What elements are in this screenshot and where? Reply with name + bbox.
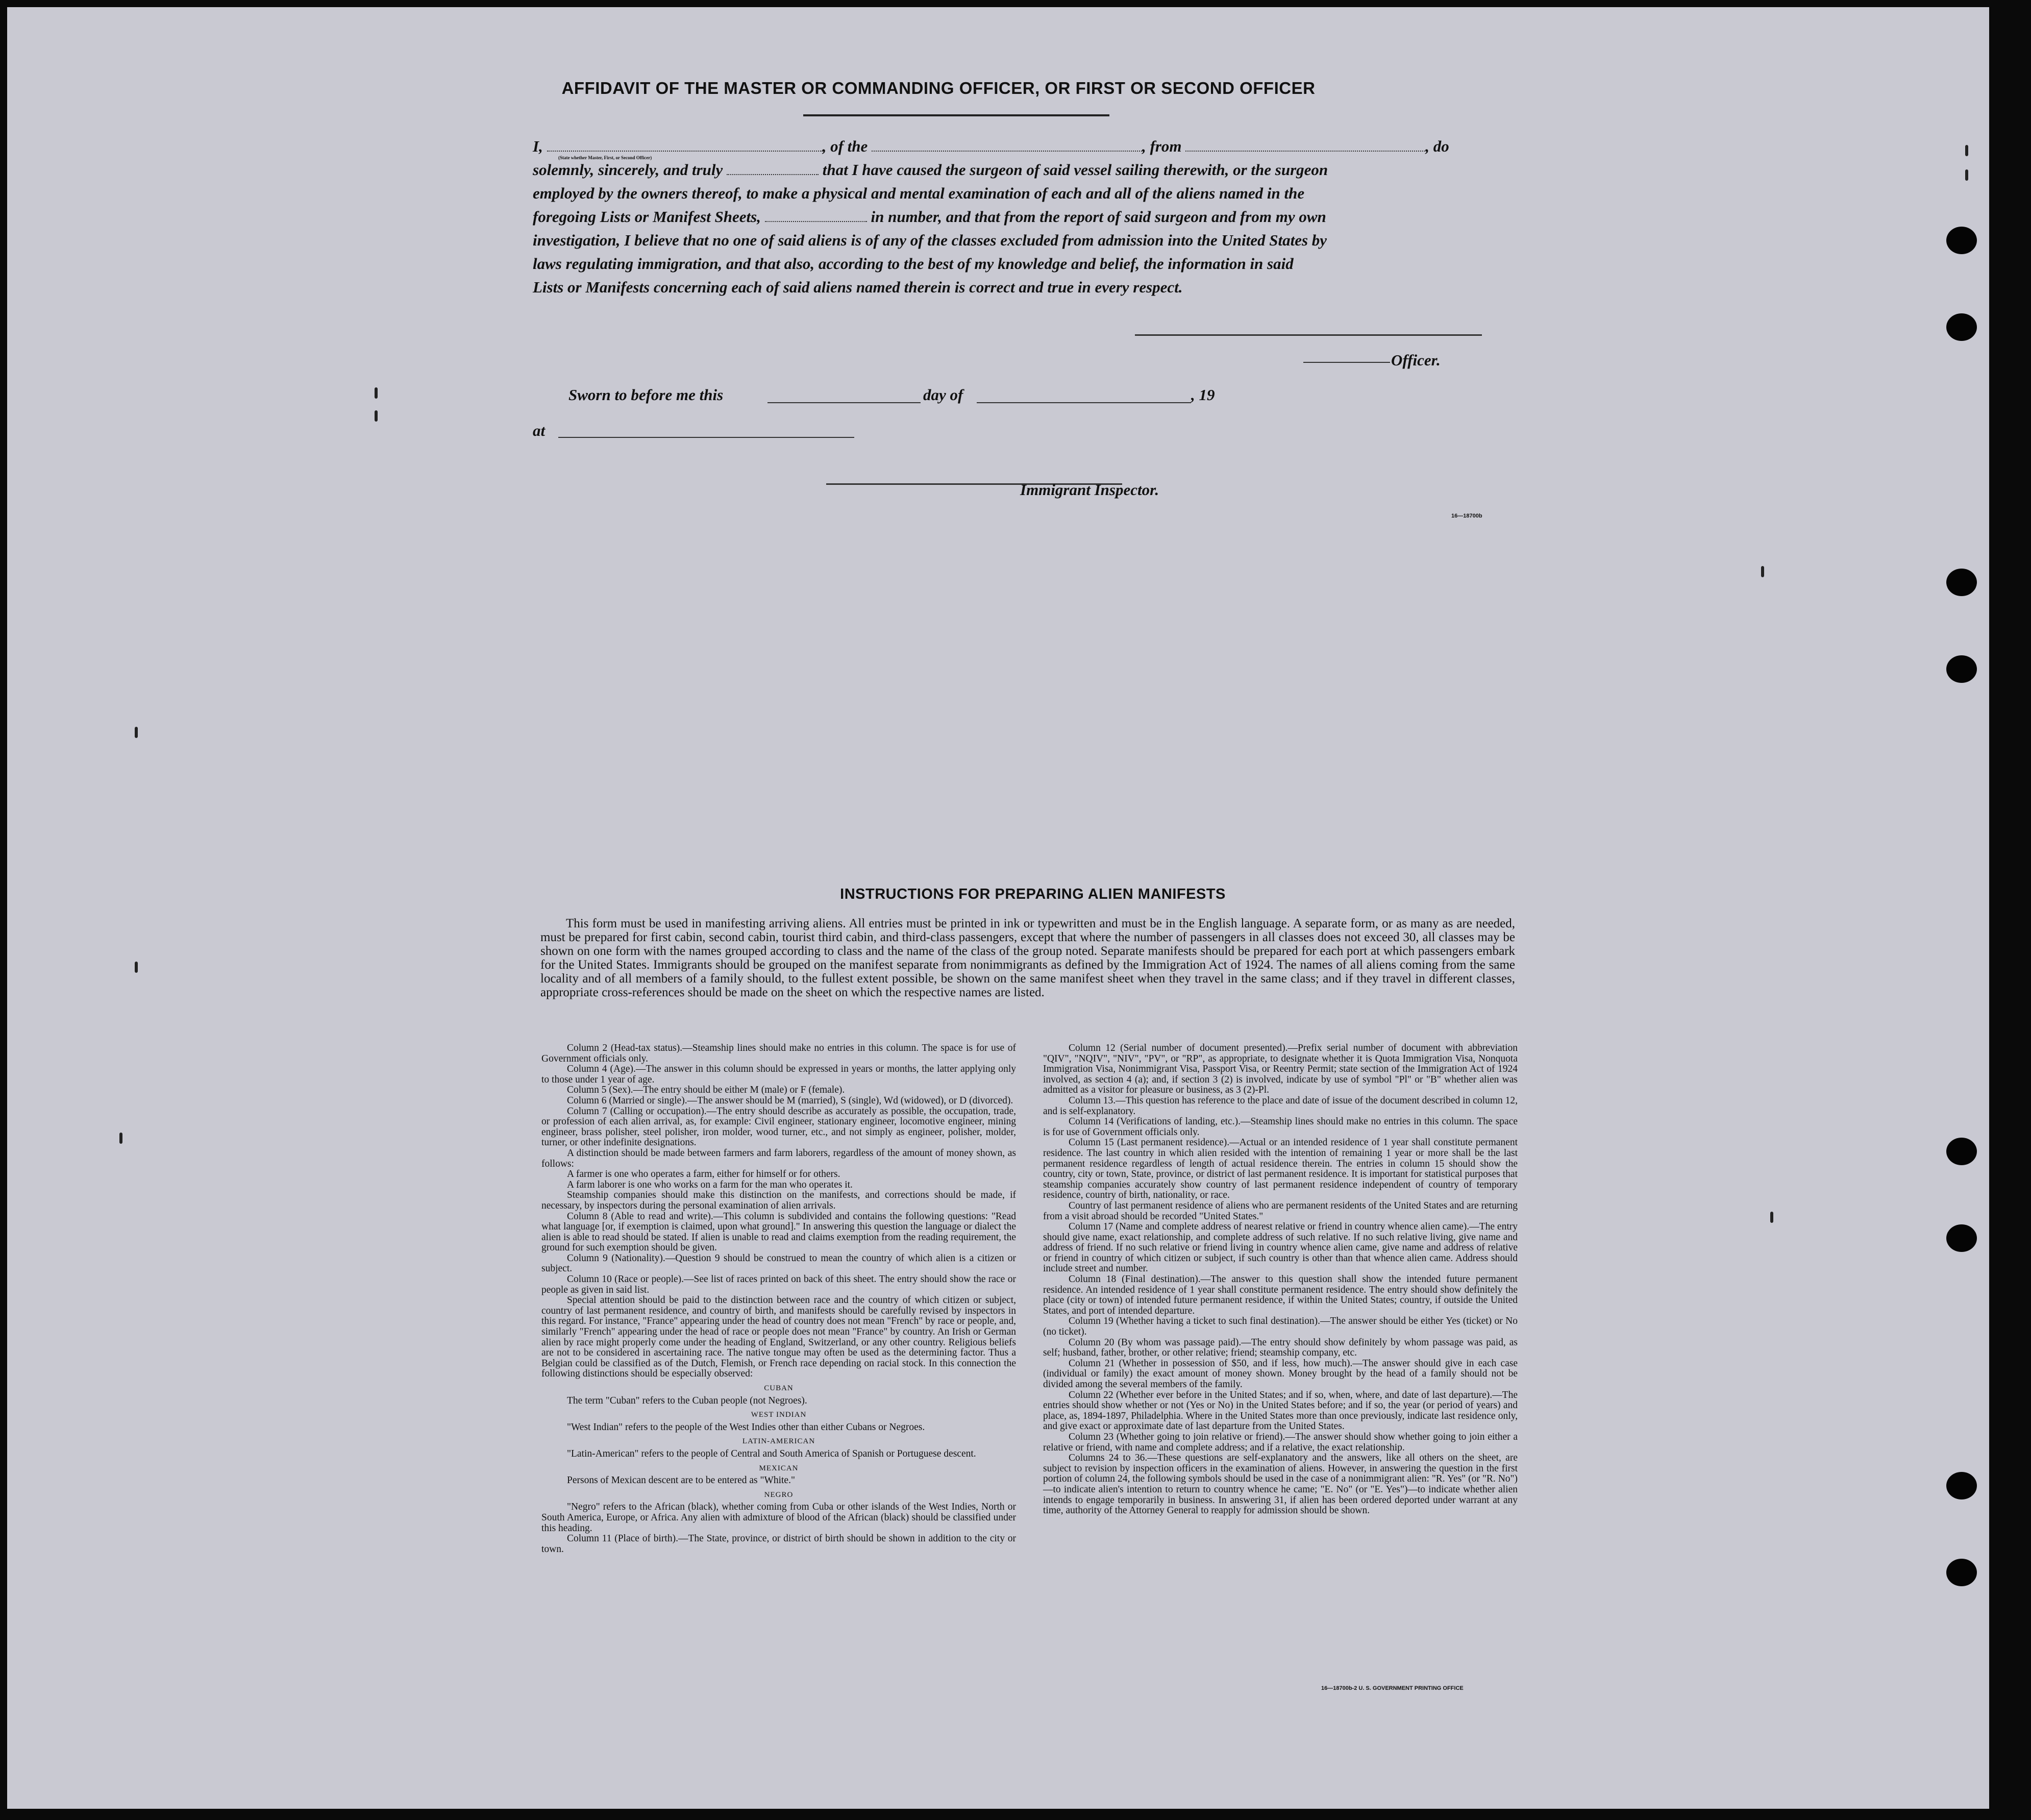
edge-mark bbox=[1965, 169, 1968, 181]
sworn-label: Sworn to before me this bbox=[568, 386, 724, 404]
affidavit-line-3: employed by the owners thereof, to make a physical and mental examination of each and all of the aliens named in the bbox=[533, 184, 1305, 202]
edge-mark bbox=[135, 727, 138, 738]
instructions-intro: This form must be used in manifesting arriving aliens. All entries must be printed in ink or typewritten and must be in the English language. A separate form, or as many as are needed, must be prepared for first cabin, second cabin, tourist third cabin, and third-class passengers, except that where the number of passengers in all classes does not exceed 30, all classes may be shown on one form with the names grouped according to class and the name of the class of the group noted. Separate manifests should be prepared for each port at which passengers embark for the United States. Immigrants should be grouped on the manifest separate from nonimmigrants as defined by the Immigration Act of 1924. The names of all aliens coming from the same locality and of all members of a family should, to the fullest extent possible, be shown on the same manifest sheet when they travel in the same class; and if they travel in different classes, appropriate cross-references should be made on the sheet on which the respective names are listed. bbox=[540, 917, 1515, 999]
race-heading: WEST INDIAN bbox=[751, 1411, 807, 1419]
edge-mark bbox=[375, 387, 378, 399]
sworn-day-field[interactable] bbox=[767, 402, 921, 403]
affidavit-line-4: foregoing Lists or Manifest Sheets, in number, and that from the report of said surgeon and from my own bbox=[533, 208, 1326, 226]
race-note: "Negro" refers to the African (black), whether coming from Cuba or other islands of the West Indies, North or South America, Europe, or Africa. Any alien with admixture of blood of the African (black) should be classified under this heading. bbox=[541, 1502, 1016, 1534]
binder-hole bbox=[1946, 1472, 1977, 1499]
paragraph: Column 7 (Calling or occupation).—The entry should describe as accurately as possible, the occupation, trade, or profession of each alien arrival, as, for example: Civil engineer, stationary engineer, locomotive engineer, mining engineer, brass polisher, steel polisher, iron molder, wood turner, etc., and not simply as engineer, polisher, molder, turner, or other indefinite designations. bbox=[541, 1105, 1016, 1148]
race-heading: CUBAN bbox=[764, 1384, 794, 1392]
paragraph: Column 12 (Serial number of document presented).—Prefix serial number of document with abbreviation "QIV", "NQIV", "NIV", "PV", or "RP", as appropriate, to designate whether it is Quota Immigration Visa, Nonquota Immigration Visa, Nonimmigrant Visa, Passport Visa, or Reentry Permit; state section of the Immigration Act of 1924 involved, as section 4 (a); and, if section 3 (2) is involved, indicate by use of symbol "Pl" or "B" whether alien was admitted as a visitor for pleasure or business, as 3 (2)-Pl. bbox=[1043, 1043, 1518, 1096]
race-note: The term "Cuban" refers to the Cuban people (not Negroes). bbox=[567, 1395, 807, 1406]
officer-signature-line[interactable] bbox=[1135, 334, 1482, 336]
race-heading: MEXICAN bbox=[759, 1464, 799, 1472]
paragraph: Column 10 (Race or people).—See list of races printed on back of this sheet. The entry should show the race or people as given in said list. bbox=[541, 1274, 1016, 1295]
paragraph: Column 8 (Able to read and write).—This column is subdivided and contains the following questions: "Read what language [or, if exemption is claimed, upon what ground]." In answering this question the language or dialect the alien is able to read should be stated. If alien is unable to read and claims exemption from the reading requirement, the ground for such exemption should be given. bbox=[541, 1211, 1016, 1253]
edge-mark bbox=[1761, 566, 1764, 577]
officer-title-line[interactable] bbox=[1303, 362, 1390, 363]
binder-hole bbox=[1946, 1224, 1977, 1252]
instructions-title: INSTRUCTIONS FOR PREPARING ALIEN MANIFESTS bbox=[840, 886, 1226, 902]
affidavit-line-2: solemnly, sincerely, and truly that I have caused the surgeon of said vessel sailing therewith, or the surgeon bbox=[533, 161, 1328, 179]
instructions-right-column bbox=[1043, 1043, 1518, 1516]
officer-rank-field[interactable] bbox=[547, 137, 823, 152]
at-label: at bbox=[533, 422, 546, 439]
paragraph: Columns 24 to 36.—These questions are self-explanatory and the answers, like all others on the sheet, are subject to revision by inspection officers in the examination of aliens. However, in answering the question in the first portion of column 24, the following symbols should be used in the case of a nonimmigrant alien: "R. Yes" (or "R. No")—to indicate alien's intention to return to country whence he came; "E. No" (or "E. Yes")—to indicate whether alien intends to engage temporarily in business. In answering 31, if alien has been ordered deported under warrant at any time, authority of the Attorney General to reapply for admission should be shown. bbox=[1043, 1453, 1518, 1516]
paragraph: Country of last permanent residence of aliens who are permanent residents of the United States and are returning from a visit abroad should be recorded "United States." bbox=[1043, 1200, 1518, 1222]
affidavit-line-7: Lists or Manifests concerning each of said aliens named therein is correct and true in every respect. bbox=[533, 278, 1183, 296]
rank-field-note: (State whether Master, First, or Second Officer) bbox=[558, 155, 652, 160]
officer-label: Officer. bbox=[1391, 351, 1441, 369]
port-from-field[interactable] bbox=[1185, 137, 1425, 152]
affidavit-line-5: investigation, I believe that no one of said aliens is of any of the classes excluded from admission into the United States by bbox=[533, 231, 1327, 249]
binder-hole bbox=[1946, 313, 1977, 341]
affidavit-body bbox=[533, 135, 1513, 299]
paragraph: Column 22 (Whether ever before in the United States; and if so, when, where, and date of last departure).—The entries should show whether or not (Yes or No) in the United States before; and if so, the year (or period of years) and place, as, 1894-1897, Philadelphia. Where in the United States more than once previously, indicate last residence only, and give exact or approximate date of last departure from the United States. bbox=[1043, 1389, 1518, 1432]
edge-mark bbox=[375, 410, 378, 422]
sworn-month-field[interactable] bbox=[977, 402, 1191, 403]
binder-hole bbox=[1946, 1138, 1977, 1165]
race-heading: LATIN-AMERICAN bbox=[742, 1437, 815, 1446]
paragraph: Column 18 (Final destination).—The answer to this question shall show the intended future permanent residence. An intended residence of 1 year shall constitute permanent residence. The entry should show definitely the place (city or town) of intended future permanent residence, if within the United States; country, if outside the United States, and port of intended departure. bbox=[1043, 1274, 1518, 1316]
paragraph: Steamship companies should make this distinction on the manifests, and corrections should be made, if necessary, by inspectors during the personal examination of alien arrivals. bbox=[541, 1190, 1016, 1211]
affidavit-title: AFFIDAVIT OF THE MASTER OR COMMANDING OFFICER, OR FIRST OR SECOND OFFICER bbox=[561, 79, 1316, 97]
paragraph: Column 11 (Place of birth).—The State, province, or district of birth should be shown in addition to the city or town. bbox=[541, 1533, 1016, 1555]
edge-mark bbox=[119, 1133, 122, 1144]
race-note: Persons of Mexican descent are to be entered as "White." bbox=[567, 1475, 795, 1486]
affidavit-line-1: I, , of the , from , do bbox=[533, 137, 1449, 155]
paragraph: A farmer is one who operates a farm, either for himself or for others. bbox=[567, 1169, 840, 1180]
paragraph: Column 2 (Head-tax status).—Steamship lines should make no entries in this column. The space is for use of Government officials only. bbox=[541, 1043, 1016, 1064]
instructions-left-column bbox=[541, 1043, 1016, 1555]
paragraph: Special attention should be paid to the distinction between race and the country of which citizen or subject, country of last permanent residence, and country of birth, and manifests should be carefully revised by inspectors in this regard. For instance, "France" appearing under the head of country does not mean "French" by race or people, and, similarly "French" appearing under the head of race or people does not mean "France" by country. An Irish or German alien by race might properly come under the heading of England, Switzerland, or any other country. Religious beliefs are not to be considered in ascertaining race. The native tongue may often be used as the determining factor. Thus a Belgian could be classified as of the Dutch, Flemish, or French race depending on racial stock. In this connection the following distinctions should be especially observed: bbox=[541, 1295, 1016, 1380]
paragraph: Column 6 (Married or single).—The answer should be M (married), S (single), Wd (widowed), or D (divorced). bbox=[567, 1095, 1013, 1106]
edge-mark bbox=[1770, 1212, 1773, 1223]
paragraph: Column 15 (Last permanent residence).—Actual or an intended residence of 1 year shall constitute permanent residence. The last country in which alien resided with the intention of remaining 1 year or more shall be the last permanent residence regardless of length of actual residence therein. The entries in column 15 should show the country, city or town, State, province, or district of last permanent residence. It is important for statistical purposes that steamship companies accurately show country of last permanent residence independent of country of temporary residence, country of birth, nationality, or race. bbox=[1043, 1137, 1518, 1201]
binder-hole bbox=[1946, 227, 1977, 254]
paragraph: Column 4 (Age).—The answer in this column should be expressed in years or months, the latter applying only to those under 1 year of age. bbox=[541, 1064, 1016, 1085]
inspector-label: Immigrant Inspector. bbox=[1020, 481, 1159, 499]
paragraph: A distinction should be made between farmers and farm laborers, regardless of the amount of money shown, as follows: bbox=[541, 1147, 1016, 1169]
printing-office-footer: 16—18700b-2 U. S. GOVERNMENT PRINTING OFFICE bbox=[1321, 1685, 1464, 1691]
paragraph: Column 13.—This question has reference to the place and date of issue of the document described in column 12, and is self-explanatory. bbox=[1043, 1095, 1518, 1117]
paragraph: Column 23 (Whether going to join relative or friend).—The answer should show whether going to join either a relative or friend, with name and complete address; and if a relative, the exact relationship. bbox=[1043, 1431, 1518, 1453]
affidavit-line-6: laws regulating immigration, and that also, according to the best of my knowledge and belief, the information in said bbox=[533, 255, 1294, 273]
sheet-count-field[interactable] bbox=[765, 208, 867, 222]
day-of-label: day of bbox=[923, 386, 963, 404]
binder-hole bbox=[1946, 569, 1977, 596]
binder-hole bbox=[1946, 1559, 1977, 1586]
race-note: "West Indian" refers to the people of the West Indies other than either Cubans or Negroes. bbox=[567, 1421, 925, 1433]
race-note: "Latin-American" refers to the people of Central and South America of Spanish or Portuguese descent. bbox=[567, 1448, 976, 1459]
paragraph: Column 21 (Whether in possession of $50, and if less, how much).—The answer should give in each case (individual or family) the exact amount of money shown. Money brought by the head of a family should not be divided among the several members of the family. bbox=[1043, 1358, 1518, 1390]
paragraph: Column 14 (Verifications of landing, etc.).—Steamship lines should make no entries in this column. The space is for use of Government officials only. bbox=[1043, 1116, 1518, 1138]
oath-type-field[interactable] bbox=[727, 161, 819, 175]
year-label: , 19 bbox=[1191, 386, 1215, 404]
edge-mark bbox=[1965, 145, 1968, 156]
edge-mark bbox=[135, 962, 138, 973]
form-number: 16—18700b bbox=[1451, 513, 1482, 519]
title-underline bbox=[803, 114, 1109, 116]
vessel-name-field[interactable] bbox=[872, 137, 1142, 152]
paragraph: Column 5 (Sex).—The entry should be either M (male) or F (female). bbox=[567, 1085, 845, 1096]
paragraph: Column 9 (Nationality).—Question 9 should be construed to mean the country of which alien is a citizen or subject. bbox=[541, 1252, 1016, 1274]
race-heading: NEGRO bbox=[764, 1490, 794, 1499]
manifest-back-sheet bbox=[7, 7, 1989, 1809]
sworn-place-field[interactable] bbox=[558, 437, 854, 438]
paragraph: Column 19 (Whether having a ticket to such final destination).—The answer should be either Yes (ticket) or No (no ticket). bbox=[1043, 1316, 1518, 1338]
paragraph: A farm laborer is one who works on a farm for the man who operates it. bbox=[567, 1179, 853, 1190]
paragraph: Column 17 (Name and complete address of nearest relative or friend in country whence alien came).—The entry should give name, exact relationship, and complete address of such relative. If no such relative living, give name and address of friend. If no such relative or friend living in country whence alien came, give name and address of relative or friend in country of which citizen or subject, if such country is other than that whence alien came. Address should include street and number. bbox=[1043, 1221, 1518, 1274]
paragraph: Column 20 (By whom was passage paid).—The entry should show definitely by whom passage was paid, as self; husband, father, brother, or other relative; friend; steamship company, etc. bbox=[1043, 1337, 1518, 1359]
binder-hole bbox=[1946, 655, 1977, 683]
